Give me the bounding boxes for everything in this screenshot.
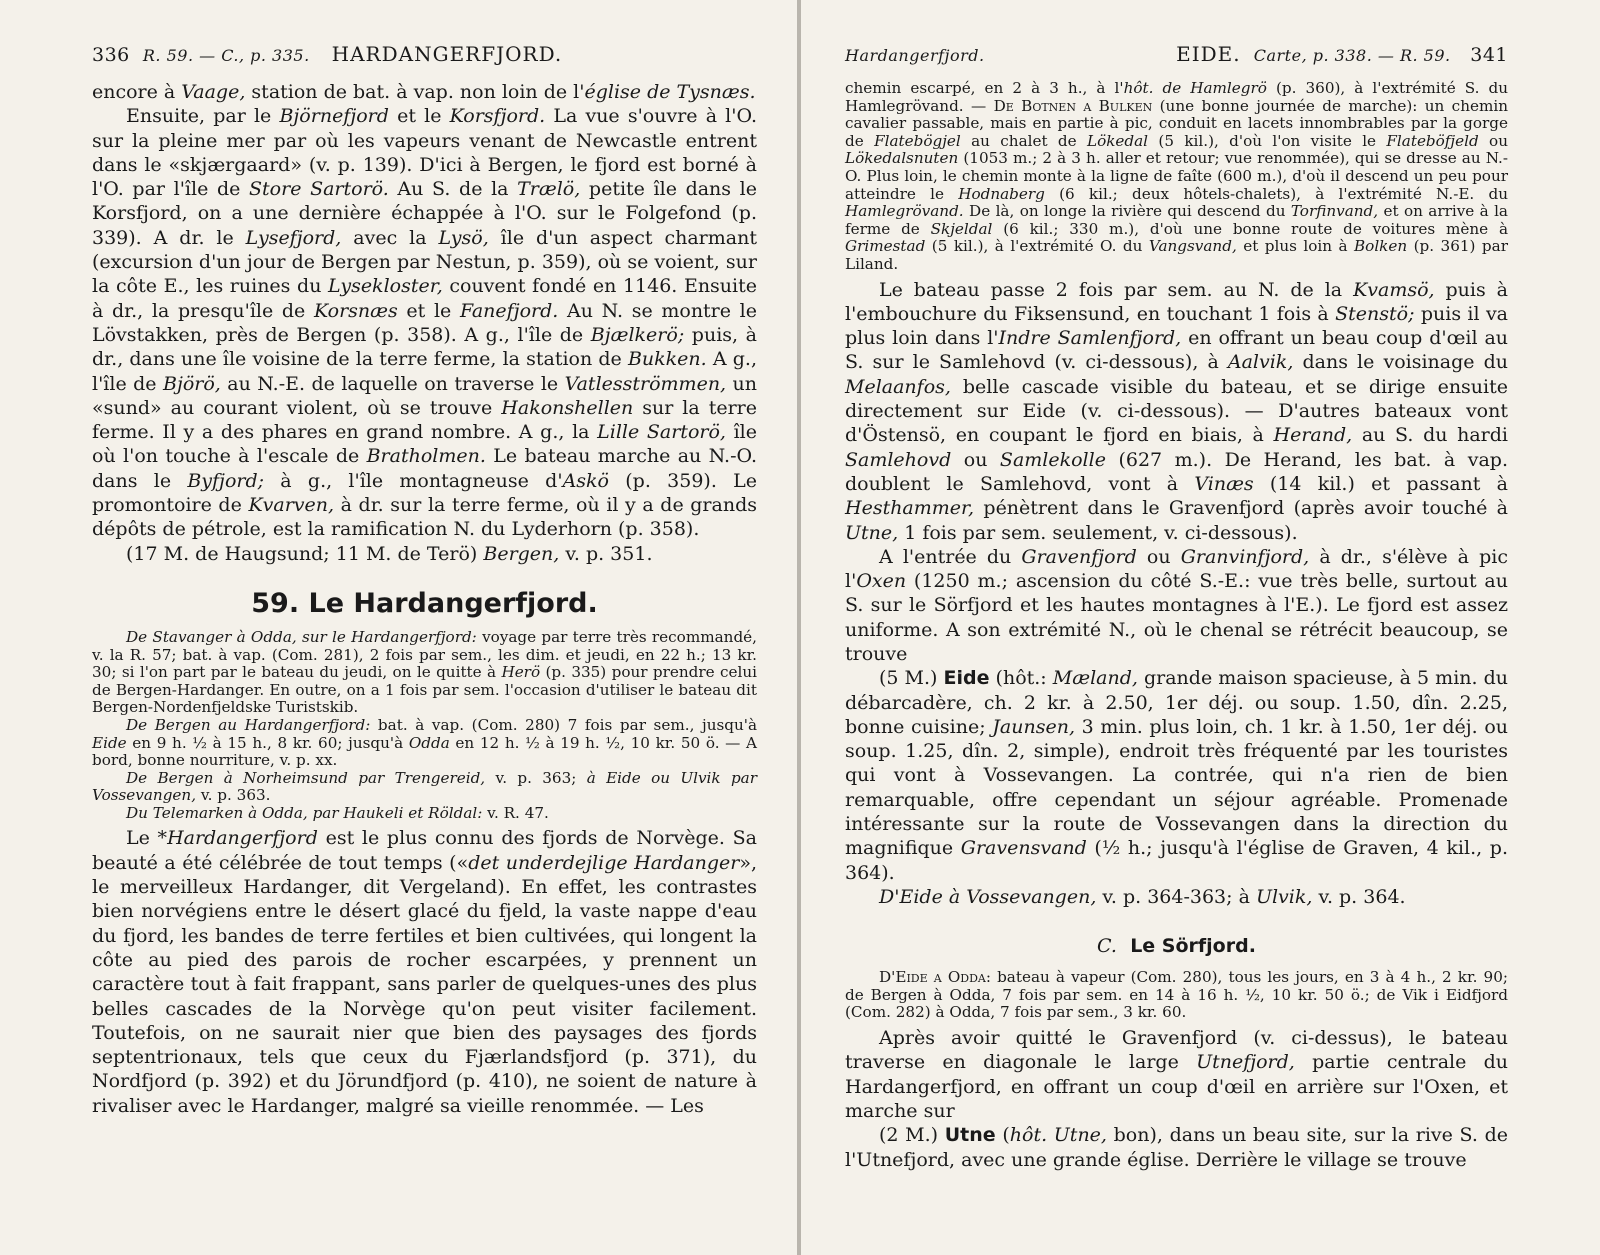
right-header-title: EIDE. <box>1176 42 1241 66</box>
paragraph-eide: (5 M.) Eide (hôt.: Mæland, grande maison spacieuse, à 5 min. du débarcadère, ch. 2 kr. à 2.50, 1er déj. ou soup. 1.50, dîn. 2.25, bonne cuisine; Jaunsen, 3 min. plus loin, ch. 1 kr. à 1.50, 1er déj. ou soup. 1.25, dîn. 2, simple), endroit très fréquenté par les touristes qui vont à Vossevangen. La contrée, qui n'a rien de bien remarquable, offre cependant un séjour agréable. Promenade intéressante sur la route de Vossevangen dans la direction du magnifique Gravensvand (½ h.; jusqu'à l'église de Graven, 4 kil., p. 364). <box>845 667 1509 884</box>
paragraph-gravenfjord: A l'entrée du Gravenfjord ou Granvinfjord, à dr., s'élève à pic l'Oxen (1250 m.; ascension du côté S.-E.: vue très belle, surtout au S. sur le Sörfjord et les hautes montagnes à l'E.). Le fjord est assez uniforme. A son extrémité N., où le chenal se rétrécit beaucoup, se trouve <box>845 545 1508 665</box>
right-header-left: Hardangerfjord. <box>845 46 985 65</box>
left-page <box>0 0 797 1255</box>
route-bergen-hardangerfjord: De Bergen au Hardangerfjord: bat. à vap. (Com. 280) 7 fois par sem., jusqu'à Eide en 9 h. ½ à 15 h., 8 kr. 60; jusqu'à Odda en 12 h. ½ à 19 h. ½, 10 kr. 50 ö. — A bord, bonne nourriture, v. p. xx. <box>92 715 758 770</box>
route-bergen-norheimsund: De Bergen à Norheimsund par Trengereid, v. p. 363; à Eide ou Ulvik par Vossevangen, v. p. 363. <box>92 768 757 805</box>
route-stavanger-odda: De Stavanger à Odda, sur le Hardangerfjord: voyage par terre très recommandé, v. la R. 57; bat. à vap. (Com. 281), 2 fois par sem., les dim. et jeudi, en 22 h.; 13 kr. 30; si l'on part par le bateau du jeudi, on le quitte à Herö (p. 335) pour prendre celui de Bergen-Hardanger. En outre, on a 1 fois par sem. l'occasion d'utiliser le bateau dit Bergen-Nordenfjeldske Turistskib. <box>92 627 757 717</box>
right-page-number: 341 <box>1470 44 1508 66</box>
route-telemarken-odda: Du Telemarken à Odda, par Haukeli et Röldal: v. R. 47. <box>126 803 549 822</box>
paragraph-bergen-arrival: (17 M. de Haugsund; 11 M. de Terö) Bergen, v. p. 351. <box>126 542 653 565</box>
paragraph-eide-vossevangen: D'Eide à Vossevangen, v. p. 364-363; à Ulvik, v. p. 364. <box>879 885 1406 908</box>
section-title-hardangerfjord: 59. Le Hardangerfjord. <box>251 587 598 619</box>
route-eide-odda: D'Eide a Odda: bateau à vapeur (Com. 280), tous les jours, en 3 à 4 h., 2 kr. 90; de Bergen à Odda, 7 fois par sem. en 14 à 16 h. ½, 10 kr. 50 ö.; de Vik i Eidfjord (Com. 282) à Odda, 7 fois par sem., 3 kr. 60. <box>845 968 1508 1022</box>
left-running-header <box>92 42 757 68</box>
paragraph-hardanger-intro: Le *Hardangerfjord est le plus connu des fjords de Norvège. Sa beauté a été célébrée de tout temps («det underdejlige Hardanger», le merveilleux Hardanger, dit Vergeland). En effet, les contrastes bien norvégiens entre le désert glacé du fjeld, la vaste nappe d'eau du fjord, les bandes de terre fertiles et bien cultivées, qui longent la côte au pied des parois de rocher escarpées, y prennent un caractère tout à fait frappant, sans parler de quelques-unes des plus belles cascades de la Norvège qu'on peut visiter facilement. Toutefois, on ne saurait nier que bien des paysages des fjords septentrionaux, tels que ceux du Fjærlandsfjord (p. 371), du Nordfjord (p. 392) et du Jörundfjord (p. 410), ne soient de nature à rivaliser avec le Hardanger, malgré sa vieille renommée. — Les <box>92 827 758 1117</box>
right-page <box>801 0 1600 1255</box>
section-title-sorfjord: C. Le Sörfjord. <box>1097 935 1256 958</box>
paragraph-korsfjord: Ensuite, par le Björnefjord et le Korsfjord. La vue s'ouvre à l'O. sur la pleine mer par où les vapeurs venant de Newcastle entrent dans le «skjærgaard» (v. p. 139). D'ici à Bergen, le fjord est borné à l'O. par l'île de Store Sartorö. Au S. de la Trælö, petite île dans le Korsfjord, on a une dernière échappée à l'O. sur le Folgefond (p. 339). A dr. le Lysefjord, avec la Lysö, île d'un aspect charmant (excursion d'un jour de Bergen par Nestun, p. 359), où se voient, sur la côte E., les ruines du Lysekloster, couvent fondé en 1146. Ensuite à dr., la presqu'île de Korsnæs et le Fanefjord. Au N. se montre le Lövstakken, près de Bergen (p. 358). A g., l'île de Bjælkerö; puis, à dr., dans une île voisine de la terre ferme, la station de Bukken. A g., l'île de Björö, au N.-E. de laquelle on traverse le Vatlesströmmen, un «sund» au courant violent, où se trouve Hakonshellen sur la terre ferme. Il y a des phares en grand nombre. A g., la Lille Sartorö, île où l'on touche à l'escale de Bratholmen. Le bateau marche au N.-O. dans le Byfjord; à g., l'île montagneuse d'Askö (p. 359). Le promontoire de Kvarven, à dr. sur la terre ferme, où il y a de grands dépôts de pétrole, est la ramification N. du Lyderhorn (p. 358). <box>92 105 758 541</box>
right-running-header <box>845 42 1508 68</box>
paragraph-utne: (2 M.) Utne (hôt. Utne, bon), dans un beau site, sur la rive S. de l'Utnefjord, avec une grande église. Derrière le village se trouve <box>845 1124 1508 1171</box>
paragraph-kvamso-route: Le bateau passe 2 fois par sem. au N. de la Kvamsö, puis à l'embouchure du Fiksensund, en touchant 1 fois à Stenstö; puis il va plus loin dans l'Indre Samlenfjord, en offrant un beau coup d'œil au S. sur le Samlehovd (v. ci-dessous), à Aalvik, dans le voisinage du Melaanfos, belle cascade visible du bateau, et se dirige ensuite directement sur Eide (v. ci-dessous). — D'autres bateaux vont d'Östensö, en coupant le fjord en biais, à Herand, au S. du hardi Samlehovd ou Samlekolle (627 m.). De Herand, les bat. à vap. doublent le Samlehovd, vont à Vinæs (14 kil.) et passant à Hesthammer, pénètrent dans le Gravenfjord (après avoir touché à Utne, 1 fois par sem. seulement, v. ci-dessous). <box>845 278 1509 544</box>
paragraph-utnefjord: Après avoir quitté le Gravenfjord (v. ci-dessus), le bateau traverse en diagonale le large Utnefjord, partie centrale du Hardangerfjord, en offrant un coup d'œil en arrière sur l'Oxen, et marche sur <box>845 1027 1508 1122</box>
paragraph-vaage: encore à Vaage, station de bat. à vap. non loin de l'église de Tysnæs. <box>92 81 756 103</box>
left-header-ref: R. 59. — C., p. 335. <box>142 46 310 65</box>
paragraph-botnen-bulken: chemin escarpé, en 2 à 3 h., à l'hôt. de Hamlegrö (p. 360), à l'extrémité S. du Hamlegrövand. — De Botnen a Bulken (une bonne journée de marche): un chemin cavalier passable, mais en partie à pic, conduit en lacets innombrables par la gorge de Flatebögjel au chalet de Lökedal (5 kil.), d'où l'on visite le Flateböfjeld ou Lökedalsnuten (1053 m.; 2 à 3 h. aller et retour; vue renommée), qui se dresse au N.-O. Plus loin, le chemin monte à la ligne de faîte (600 m.), d'où il descend un peu pour atteindre le Hodnaberg (6 kil.; deux hôtels-chalets), à l'extrémité N.-E. du Hamlegrövand. De là, on longe la rivière qui descend du Torfinvand, et on arrive à la ferme de Skjeldal (6 kil.; 330 m.), d'où une bonne route de voitures mène à Grimestad (5 kil.), à l'extrémité O. du Vangsvand, et plus loin à Bolken (p. 361) par Liland. <box>845 79 1509 273</box>
right-header-ref: Carte, p. 338. — R. 59. <box>1253 46 1451 65</box>
left-page-number: 336 <box>92 44 130 66</box>
left-header-title: HARDANGERFJORD. <box>331 42 563 66</box>
